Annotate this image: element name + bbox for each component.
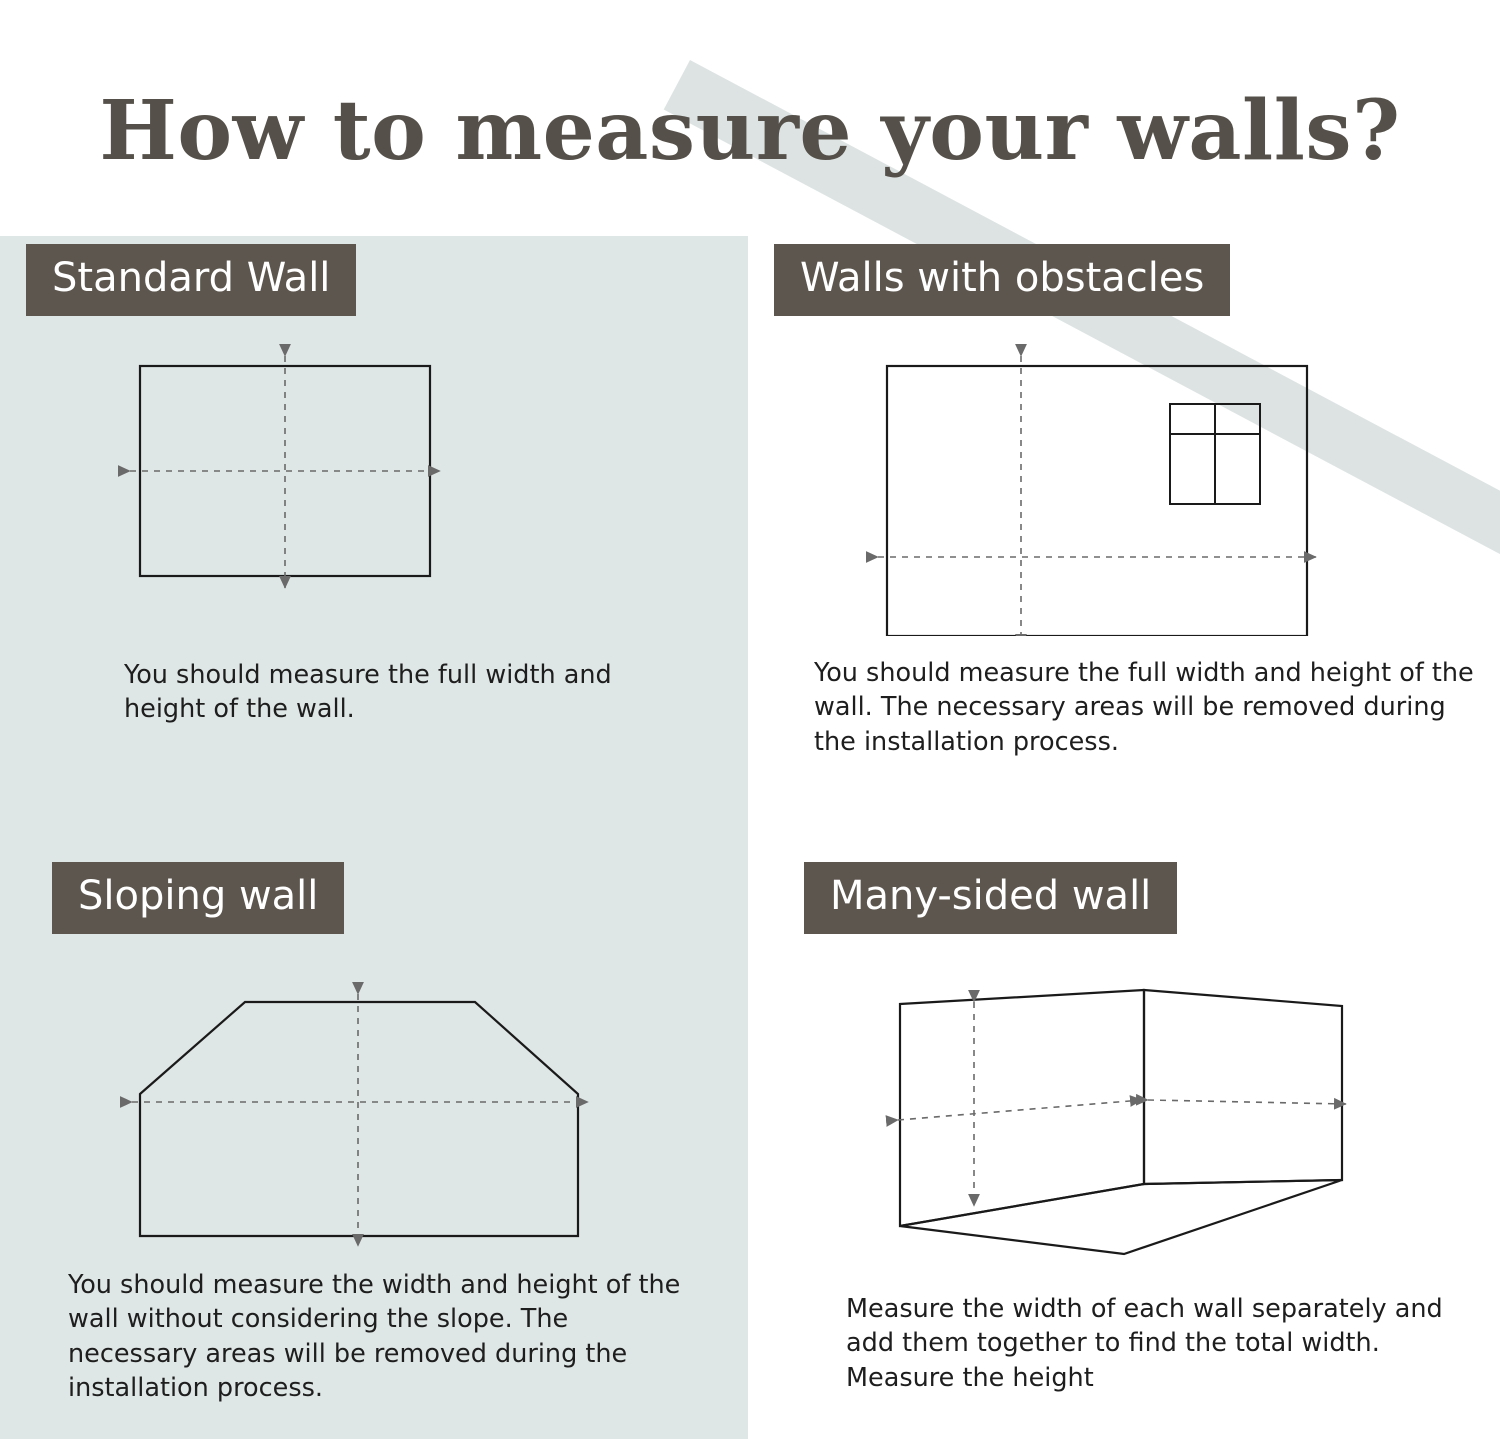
diagram-many-sided-wall bbox=[752, 934, 1500, 1274]
panel-heading-many-sided-wall: Many-sided wall bbox=[804, 862, 1177, 934]
panel-caption-walls-with-obstacles: You should measure the full width and height of the wall. The necessary areas will be removed during the installation process. bbox=[814, 658, 1474, 757]
panel-heading-sloping-wall: Sloping wall bbox=[52, 862, 344, 934]
panel-heading-walls-with-obstacles: Walls with obstacles bbox=[774, 244, 1230, 316]
diagram-walls-with-obstacles bbox=[752, 316, 1500, 636]
page-title: How to measure your walls? bbox=[99, 82, 1401, 179]
panel-caption-many-sided-wall: Measure the width of each wall separately and add them together to find the total width. Measure the height bbox=[846, 1294, 1443, 1393]
diagram-standard-wall bbox=[0, 316, 748, 636]
panel-many-sided-wall bbox=[752, 862, 1500, 1395]
panel-caption-standard-wall: You should measure the full width and height of the wall. bbox=[124, 660, 612, 725]
panel-walls-with-obstacles bbox=[752, 244, 1500, 759]
panel-heading-standard-wall: Standard Wall bbox=[26, 244, 356, 316]
diagram-sloping-wall bbox=[0, 934, 748, 1254]
panel-sloping-wall bbox=[0, 862, 748, 1406]
panel-caption-sloping-wall: You should measure the width and height of the wall without considering the slope. The necessary areas will be removed during the installation process. bbox=[68, 1270, 681, 1404]
panel-standard-wall bbox=[0, 244, 748, 727]
